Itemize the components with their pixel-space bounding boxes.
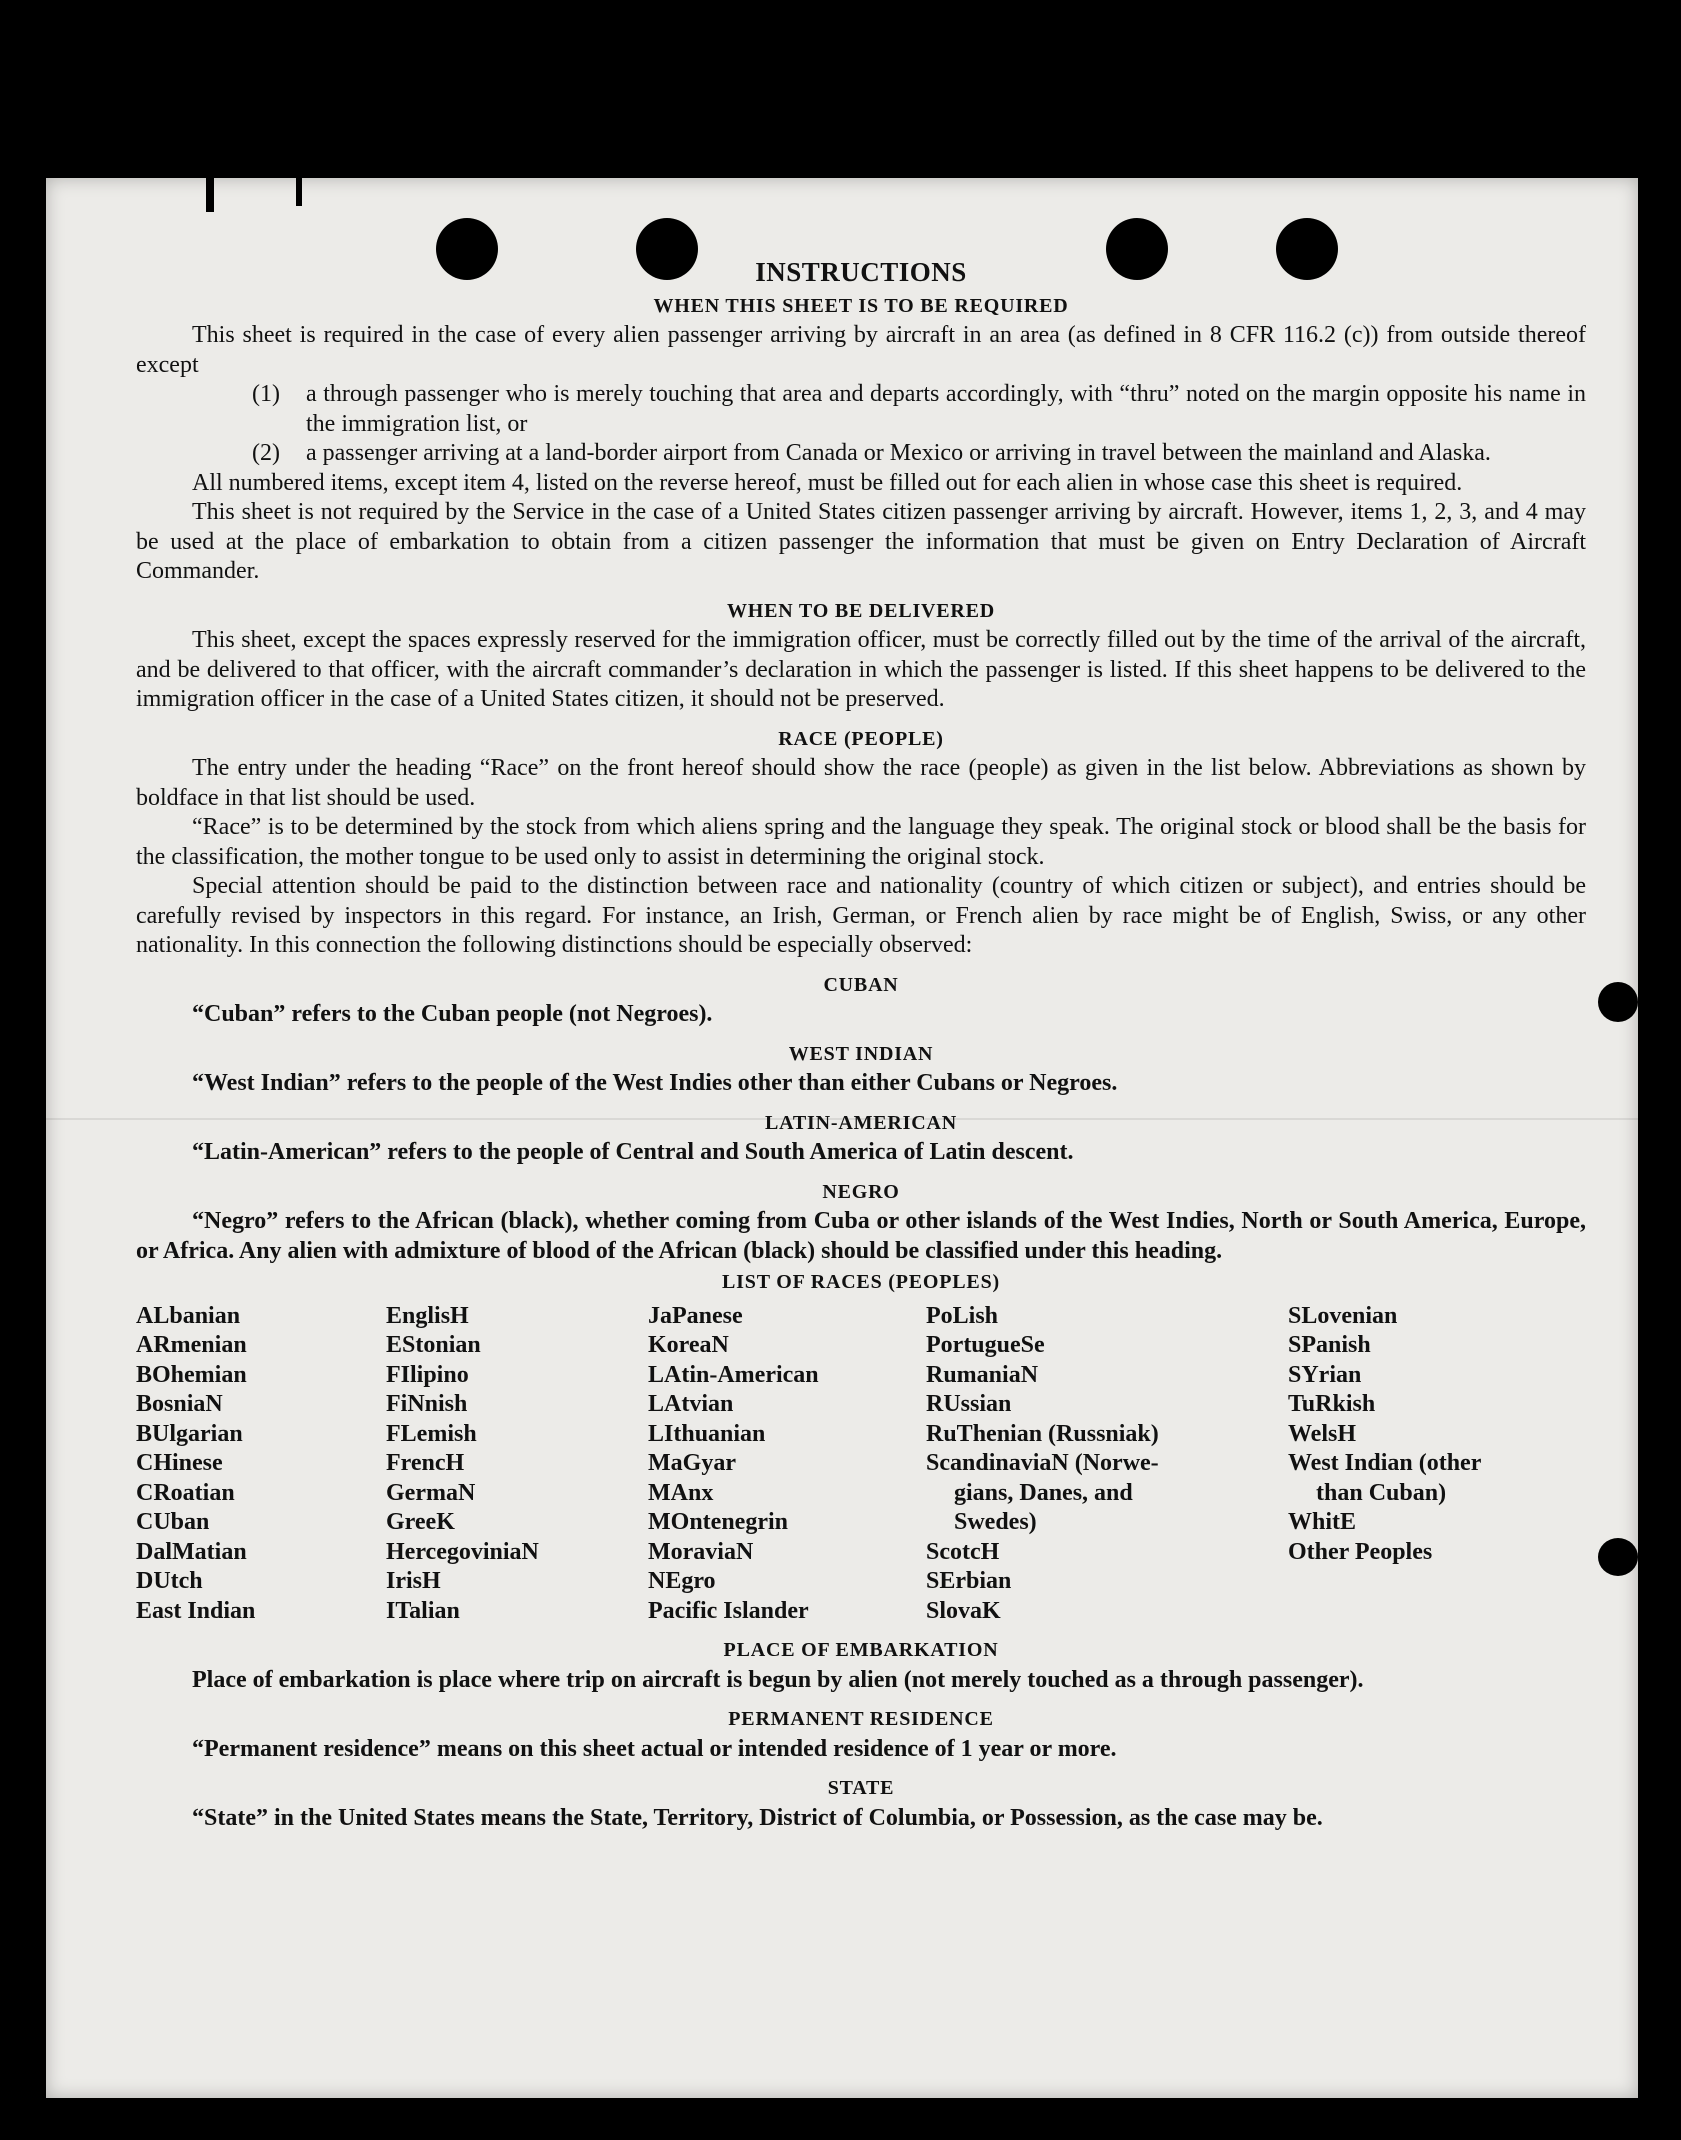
embarkation-text: Place of embarkation is place where trip on aircraft is begun by alien (not merely touched as a through passenger). [192, 1666, 1364, 1693]
race-entry: FiNnish [386, 1391, 468, 1417]
race-entry: RUssian [926, 1391, 1012, 1417]
cuban-text: “Cuban” refers to the Cuban people (not Negroes). [192, 1001, 713, 1027]
race-entry: LIthuanian [648, 1420, 766, 1447]
race-entry: ALbanian [136, 1302, 241, 1329]
exception-number: (1) [252, 381, 280, 407]
race-entry: DUtch [136, 1568, 203, 1594]
tear-mark [1598, 982, 1638, 1022]
race-entry: East Indian [136, 1597, 256, 1624]
race-entry: MAnx [648, 1479, 714, 1506]
exception-item [136, 439, 1586, 469]
race-entry: BUlgarian [136, 1420, 243, 1447]
races-column [386, 1302, 648, 1627]
race-para2: “Race” is to be determined by the stock from which aliens spring and the language they speak. The original stock or blood shall be the basis for the classification, the mother tongue to be used only to assist in determining the original stock. [136, 814, 1586, 870]
heading-list-of-races: LIST OF RACES (PEOPLES) [722, 1271, 1000, 1293]
exception-text: a through passenger who is merely touching that area and departs accordingly, with “thru” noted on the margin opposite his name in the immigration list, or [306, 381, 1586, 437]
instructions-content [136, 258, 1586, 1833]
heading-west-indian: WEST INDIAN [788, 1042, 934, 1065]
heading-when-delivered: WHEN TO BE DELIVERED [726, 599, 996, 622]
heading-permanent-residence: PERMANENT RESIDENCE [728, 1708, 994, 1730]
race-entry: CRoatian [136, 1479, 235, 1506]
race-entry: RuThenian (Russniak) [926, 1420, 1159, 1447]
exception-number: (2) [252, 440, 280, 466]
race-entry: West Indian (other [1288, 1450, 1482, 1476]
when-required-para2: All numbered items, except item 4, listed on the reverse hereof, must be filled out for each alien in whose case this sheet is required. [192, 469, 1463, 496]
race-entry: SLovenian [1288, 1302, 1398, 1329]
race-entry: DalMatian [136, 1538, 247, 1565]
tear-mark [1598, 1538, 1638, 1576]
races-column [926, 1302, 1288, 1627]
race-entry: Other Peoples [1288, 1538, 1433, 1565]
race-para3: Special attention should be paid to the distinction between race and nationality (country of which citizen or subject), and entries should be carefully revised by inspectors in this regard. For instance, an Irish, German, or French alien by race might be of English, Swiss, or any other nationality. In this connection the following distinctions should be especially observed: [136, 873, 1586, 958]
west-indian-text: “West Indian” refers to the people of the West Indies other than either Cubans or Negroes. [192, 1070, 1118, 1096]
race-entry: FLemish [386, 1420, 477, 1447]
race-entry: LAtvian [648, 1391, 734, 1417]
race-entry: CHinese [136, 1450, 223, 1476]
race-entry: ARmenian [136, 1332, 247, 1358]
race-entry: JaPanese [648, 1302, 743, 1329]
race-entry: MoraviaN [648, 1538, 754, 1565]
race-entry: LAtin-American [648, 1361, 819, 1388]
when-required-intro: This sheet is required in the case of every alien passenger arriving by aircraft in an area (as defined in 8 CFR 116.2 (c)) from outside thereof except [136, 322, 1586, 378]
race-entry: ITalian [386, 1597, 460, 1624]
when-required-para3: This sheet is not required by the Service in the case of a United States citizen passenger arriving by aircraft. However, items 1, 2, 3, and 4 may be used at the place of embarkation to obtain from a citizen passenger the information that must be given on Entry Declaration of Aircraft Commander. [136, 499, 1586, 584]
race-entry: SPanish [1288, 1332, 1371, 1358]
heading-negro: NEGRO [822, 1180, 900, 1203]
race-entry: PoLish [926, 1302, 999, 1329]
exception-item [136, 380, 1586, 439]
latin-american-text: “Latin-American” refers to the people of Central and South America of Latin descent. [192, 1139, 1074, 1165]
state-text: “State” in the United States means the State, Territory, District of Columbia, or Possession, as the case may be. [192, 1804, 1323, 1831]
race-entry: WelsH [1288, 1420, 1357, 1447]
race-entry: BosniaN [136, 1391, 223, 1417]
races-column [136, 1302, 386, 1627]
race-entry: GermaN [386, 1479, 476, 1506]
race-entry: EStonian [386, 1332, 481, 1358]
race-entry: HercegoviniaN [386, 1538, 539, 1565]
race-entry: BOhemian [136, 1361, 247, 1388]
race-entry: RumaniaN [926, 1361, 1039, 1388]
race-entry: ScandinaviaN (Norwe- [926, 1450, 1159, 1476]
race-entry: EnglisH [386, 1302, 469, 1329]
race-entry: SlovaK [926, 1597, 1001, 1624]
race-entry: SErbian [926, 1568, 1012, 1594]
residence-text: “Permanent residence” means on this sheet actual or intended residence of 1 year or more. [192, 1735, 1117, 1762]
race-entry: MOntenegrin [648, 1509, 788, 1535]
heading-race: RACE (PEOPLE) [778, 727, 944, 750]
race-entry: SYrian [1288, 1361, 1362, 1388]
heading-state: STATE [827, 1777, 895, 1799]
race-entry: ScotcH [926, 1538, 1000, 1565]
page-title: INSTRUCTIONS [755, 257, 967, 287]
race-entry: MaGyar [648, 1450, 736, 1476]
heading-when-required: WHEN THIS SHEET IS TO BE REQUIRED [653, 294, 1069, 317]
negro-text: “Negro” refers to the African (black), whether coming from Cuba or other islands of the West Indies, North or South America, Europe, or Africa. Any alien with admixture of blood of the African (black) should be classified under this heading. [136, 1208, 1586, 1264]
document-page [46, 178, 1638, 2098]
race-entry: FIlipino [386, 1361, 469, 1388]
races-column [648, 1302, 926, 1627]
race-entry: TuRkish [1288, 1391, 1376, 1417]
heading-cuban: CUBAN [823, 973, 899, 996]
race-entry: Pacific Islander [648, 1597, 809, 1624]
exception-text: a passenger arriving at a land-border airport from Canada or Mexico or arriving in travel between the mainland and Alaska. [306, 440, 1491, 466]
race-entry: GreeK [386, 1509, 455, 1535]
races-column [1288, 1302, 1588, 1627]
race-entry: KoreaN [648, 1332, 729, 1358]
tear-mark [206, 178, 214, 212]
tear-mark [296, 178, 302, 206]
race-para1: The entry under the heading “Race” on the front hereof should show the race (people) as given in the list below. Abbreviations as shown by boldface in that list should be used. [136, 755, 1586, 811]
race-entry: NEgro [648, 1568, 716, 1594]
race-entry-continued: than Cuban) [1316, 1479, 1447, 1506]
race-entry: FrencH [386, 1450, 465, 1476]
races-list [136, 1302, 1586, 1627]
heading-latin-american: LATIN-AMERICAN [765, 1111, 957, 1134]
race-entry: IrisH [386, 1568, 441, 1594]
when-delivered-text: This sheet, except the spaces expressly reserved for the immigration officer, must be correctly filled out by the time of the arrival of the aircraft, and be delivered to that officer, with the aircraft commander’s declaration in which the passenger is listed. If this sheet happens to be delivered to the immigration officer in the case of a United States citizen, it should not be preserved. [136, 627, 1586, 712]
race-entry: PortugueSe [926, 1332, 1045, 1358]
race-entry-continued: gians, Danes, and [954, 1479, 1133, 1506]
heading-embarkation: PLACE OF EMBARKATION [723, 1639, 999, 1661]
race-entry: CUban [136, 1509, 210, 1535]
race-entry: WhitE [1288, 1509, 1357, 1535]
race-entry-continued: Swedes) [954, 1509, 1037, 1535]
